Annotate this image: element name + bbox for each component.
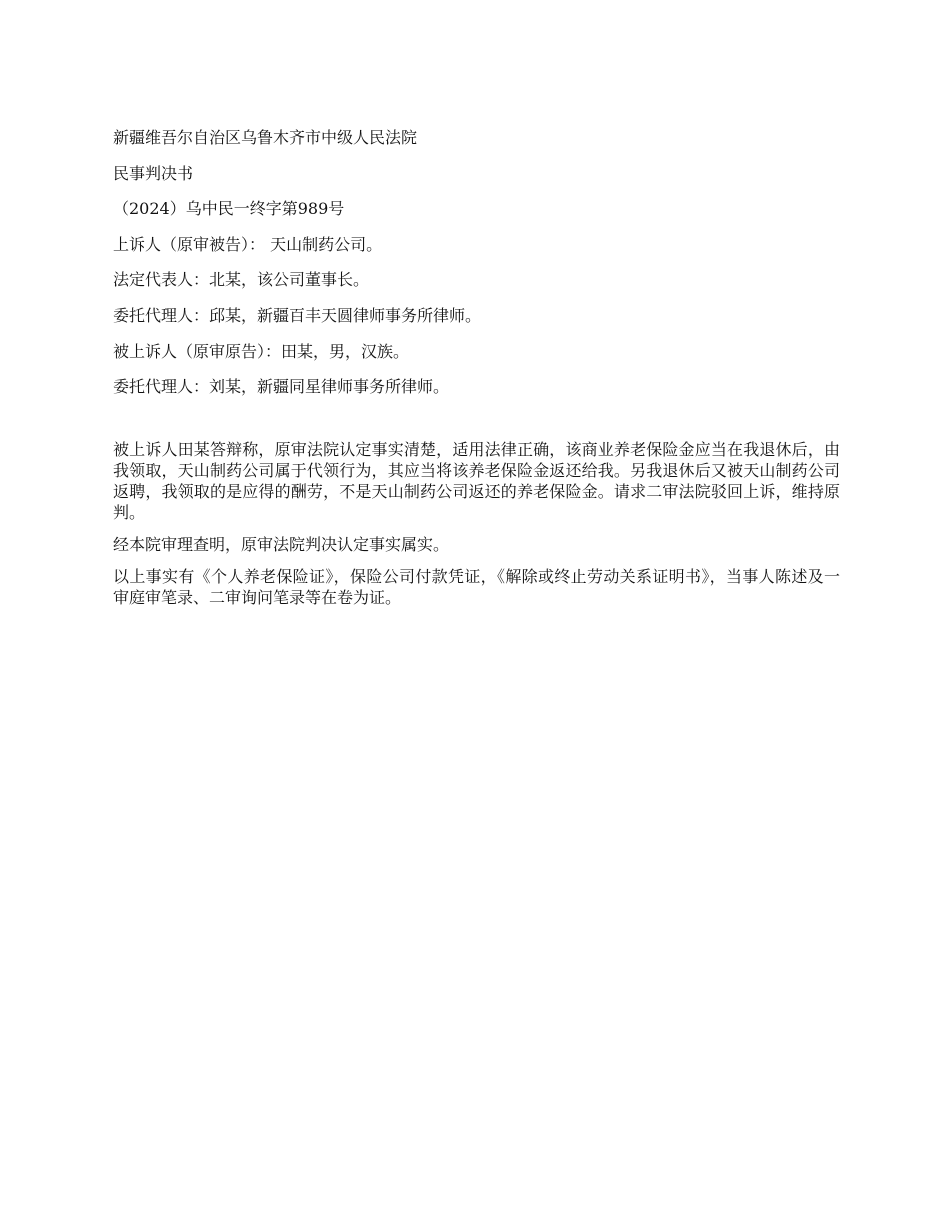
party-appellant-agent: 委托代理人：邱某，新疆百丰天圆律师事务所律师。: [113, 305, 482, 325]
paragraph-facts-found: 经本院审理查明，原审法院判决认定事实属实。: [113, 534, 450, 554]
party-appellee: 被上诉人（原审原告）：田某，男，汉族。: [113, 341, 410, 361]
document-type: 民事判决书: [113, 163, 194, 183]
paragraph-evidence: 以上事实有《个人养老保险证》，保险公司付款凭证，《解除或终止劳动关系证明书》，当事人陈述及一审庭审笔录、二审询问笔录等在卷为证。: [113, 566, 840, 607]
case-number: （2024）乌中民一终字第989号: [113, 199, 345, 219]
party-appellant: 上诉人（原审被告）： 天山制药公司。: [113, 234, 383, 254]
party-appellee-agent: 委托代理人：刘某，新疆同星律师事务所律师。: [113, 377, 450, 397]
section-gap: [113, 411, 840, 439]
paragraph-appellee-reply: 被上诉人田某答辩称，原审法院认定事实清楚，适用法律正确，该商业养老保险金应当在我退休后，由我领取，天山制药公司属于代领行为，其应当将该养老保险金返还给我。另我退休后又被天山制药公司返聘，我领取的是应得的酬劳，不是天山制药公司返还的养老保险金。请求二审法院驳回上诉，维持原判。: [113, 439, 840, 522]
party-legal-representative: 法定代表人：北某，该公司董事长。: [113, 270, 370, 290]
judgment-document: [113, 126, 840, 619]
court-name: 新疆维吾尔自治区乌鲁木齐市中级人民法院: [113, 128, 418, 147]
